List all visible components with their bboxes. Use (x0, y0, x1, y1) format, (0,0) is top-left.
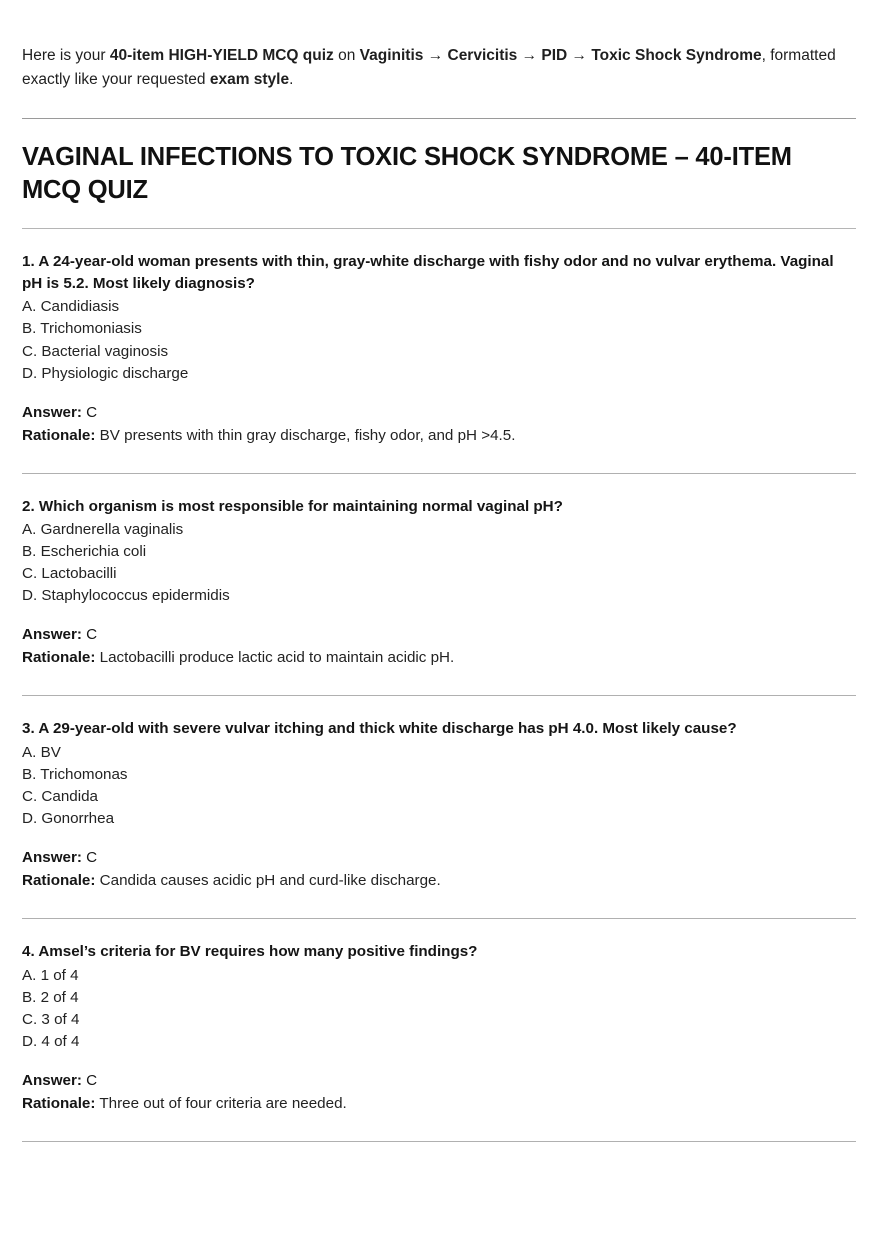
rationale-label: Rationale: (22, 1094, 96, 1112)
rationale-text: Three out of four criteria are needed. (99, 1094, 347, 1112)
answer-option[interactable]: A. BV (22, 743, 61, 761)
answer-label: Answer: (22, 403, 82, 421)
answer-value: C (86, 849, 98, 867)
question-stem: 1. A 24-year-old woman presents with thin, gray-white discharge with fishy odor and no vulvar erythema. Vaginal pH is 5.2. Most likely diagnosis? (22, 253, 834, 292)
question-block (22, 251, 856, 446)
answer-line (22, 402, 856, 424)
question-block (22, 941, 856, 1115)
intro-emphasis: exam style (209, 71, 290, 89)
divider-top (22, 118, 856, 119)
answer-option[interactable]: B. 2 of 4 (22, 988, 79, 1006)
answer-option[interactable]: C. Lactobacilli (22, 565, 117, 583)
question-divider (22, 918, 856, 919)
page-title: VAGINAL INFECTIONS TO TOXIC SHOCK SYNDROME – 40-ITEM MCQ QUIZ (22, 143, 792, 204)
rationale-line (22, 647, 856, 669)
question-stem: 4. Amsel’s criteria for BV requires how many positive findings? (22, 943, 478, 961)
answer-option[interactable]: A. 1 of 4 (22, 966, 79, 984)
intro-paragraph (22, 44, 848, 92)
questions-list (22, 251, 856, 1142)
rationale-text: Lactobacilli produce lactic acid to maintain acidic pH. (99, 649, 455, 667)
answer-label: Answer: (22, 1071, 82, 1089)
answer-option[interactable]: D. 4 of 4 (22, 1032, 80, 1050)
answer-option[interactable]: C. 3 of 4 (22, 1010, 80, 1028)
intro-emphasis: 40-item HIGH-YIELD MCQ quiz (109, 47, 334, 64)
rationale-text: Candida causes acidic pH and curd-like discharge. (99, 872, 441, 890)
answer-label: Answer: (22, 626, 82, 644)
question-divider (22, 473, 856, 474)
answer-option[interactable]: B. Trichomoniasis (22, 320, 142, 338)
answer-line (22, 1070, 856, 1092)
answer-line (22, 624, 856, 646)
answer-value: C (86, 626, 98, 644)
answer-option[interactable]: A. Gardnerella vaginalis (22, 521, 184, 539)
answer-option[interactable]: D. Gonorrhea (22, 810, 115, 828)
rationale-text: BV presents with thin gray discharge, fishy odor, and pH >4.5. (99, 426, 516, 444)
intro-emphasis: Vaginitis → Cervicitis → PID → Toxic Shock Syndrome (359, 47, 762, 64)
rationale-label: Rationale: (22, 426, 96, 444)
answer-option[interactable]: B. Escherichia coli (22, 543, 147, 561)
rationale-line (22, 1093, 856, 1115)
answer-line (22, 847, 856, 869)
question-block (22, 718, 856, 892)
intro-text: Here is your (22, 47, 110, 64)
divider-under-title (22, 228, 856, 229)
rationale-label: Rationale: (22, 649, 96, 667)
question-divider (22, 695, 856, 696)
answer-option[interactable]: D. Staphylococcus epidermidis (22, 587, 230, 605)
question-divider (22, 1141, 856, 1142)
answer-option[interactable]: A. Candidiasis (22, 298, 120, 316)
answer-option[interactable]: C. Bacterial vaginosis (22, 342, 169, 360)
intro-text: . (289, 71, 294, 89)
intro-text: on (333, 47, 360, 64)
question-block (22, 496, 856, 670)
answer-option[interactable]: D. Physiologic discharge (22, 364, 189, 382)
answer-option[interactable]: B. Trichomonas (22, 766, 128, 783)
answer-value: C (86, 403, 98, 421)
answer-label: Answer: (22, 849, 82, 867)
rationale-line (22, 870, 856, 892)
answer-option[interactable]: C. Candida (22, 788, 98, 806)
question-stem: 3. A 29-year-old with severe vulvar itching and thick white discharge has pH 4.0. Most likely cause? (22, 720, 737, 738)
question-stem: 2. Which organism is most responsible for maintaining normal vaginal pH? (22, 497, 563, 515)
intro-text: , formatted exactly like your requested (22, 47, 836, 89)
answer-value: C (86, 1071, 98, 1089)
rationale-line (22, 425, 856, 447)
rationale-label: Rationale: (22, 872, 96, 890)
